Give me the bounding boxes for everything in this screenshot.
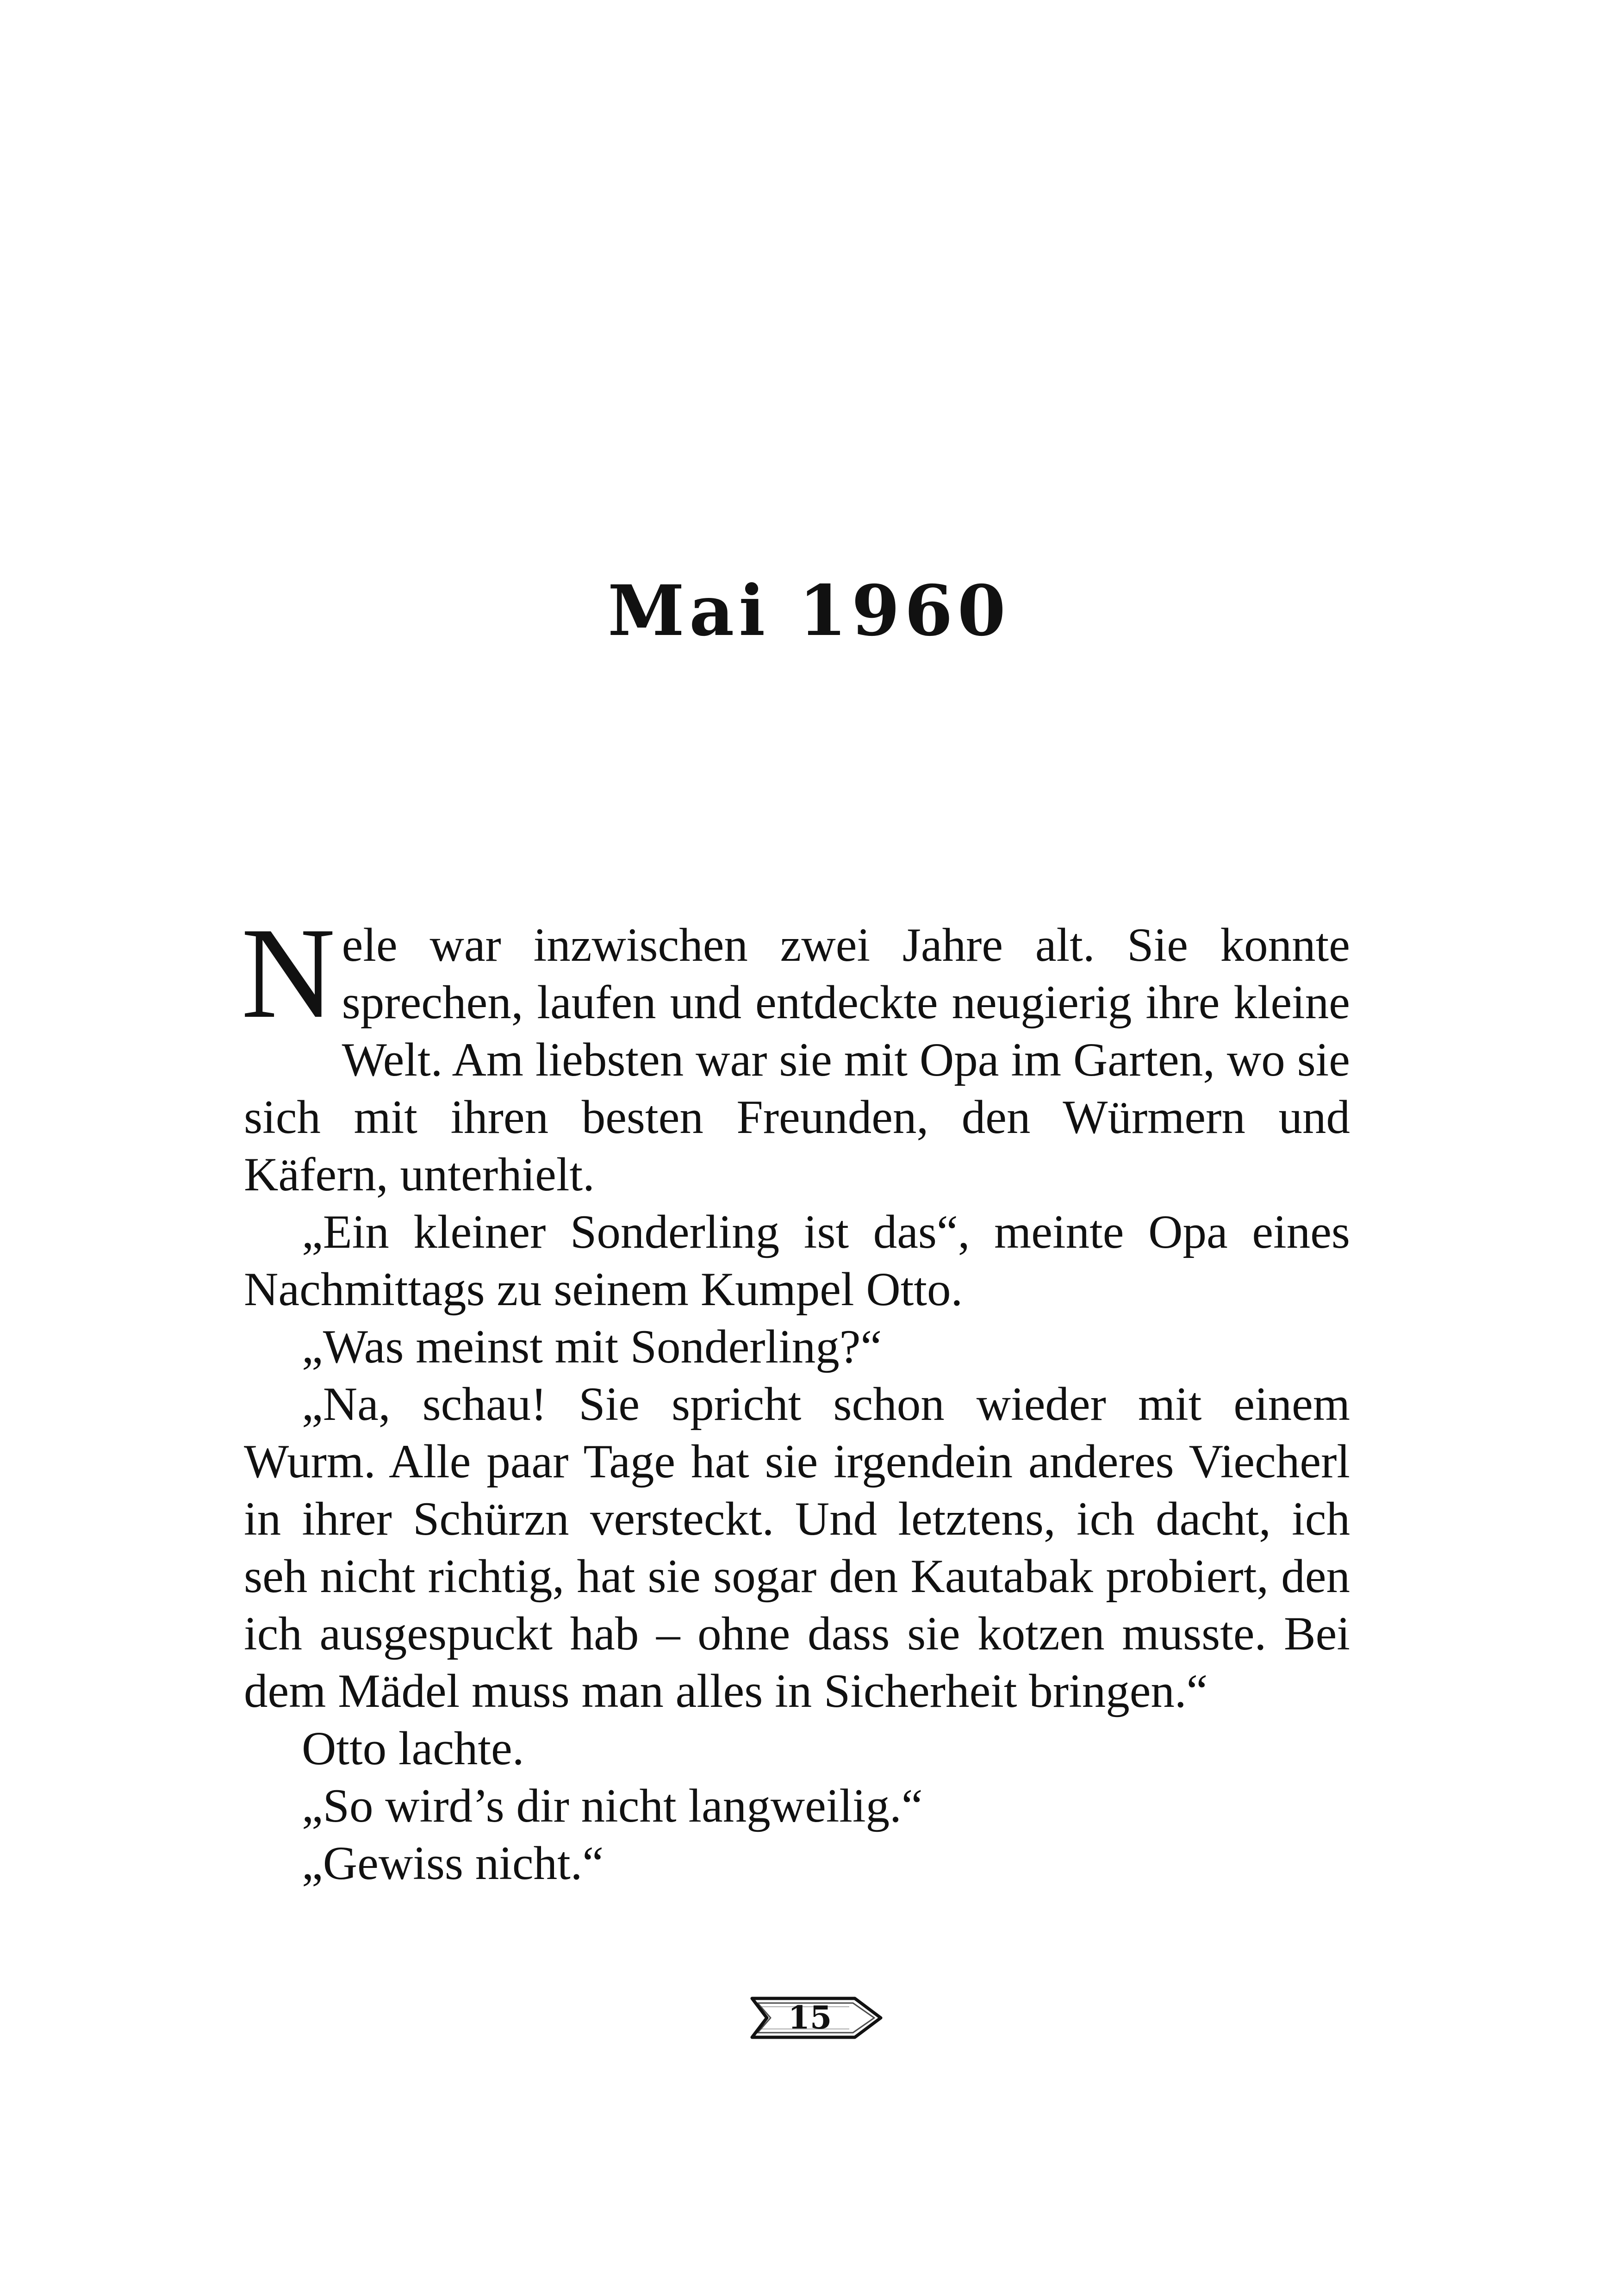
dialogue-paragraph: „Was meinst mit Sonderling?“ [302,1320,882,1373]
body-text [241,901,1350,1892]
opening-paragraph [241,901,1350,1203]
dialogue-paragraph: „So wird’s dir nicht langweilig.“ [302,1780,923,1832]
drop-cap: N [241,901,336,1045]
narration-paragraph: Otto lachte. [302,1722,524,1775]
dialogue-paragraph: „Na, schau! Sie spricht schon wieder mit einem Wurm. Alle paar Tage hat sie irgendein anderes Viecherl in ihrer Schürzn versteckt. Und letztens, ich dacht, ich seh nicht richtig, hat sie sogar den Kautabak probiert, den ich ausgespuckt hab – ohne dass sie kotzen musste. Bei dem Mädel muss man alles in Sicherheit bringen.“ [244,1378,1350,1717]
paragraph-text: ele war inzwischen zwei Jahre alt. Sie konnte sprechen, laufen und entdeckte neugierig ihre kleine Welt. Am liebsten war sie mit Opa im Garten, wo sie sich mit ihren besten Freunden, den Würmern und Käfern, unterhielt. [244,919,1350,1201]
page-number: 15 [788,1999,832,2036]
page-number-tag [747,1990,886,2046]
chapter-title: Mai 1960 [608,570,1010,652]
dialogue-paragraph: „Ein kleiner Sonderling ist das“, meinte Opa eines Nachmittags zu seinem Kumpel Otto. [244,1206,1350,1316]
dialogue-paragraph: „Gewiss nicht.“ [302,1837,604,1890]
